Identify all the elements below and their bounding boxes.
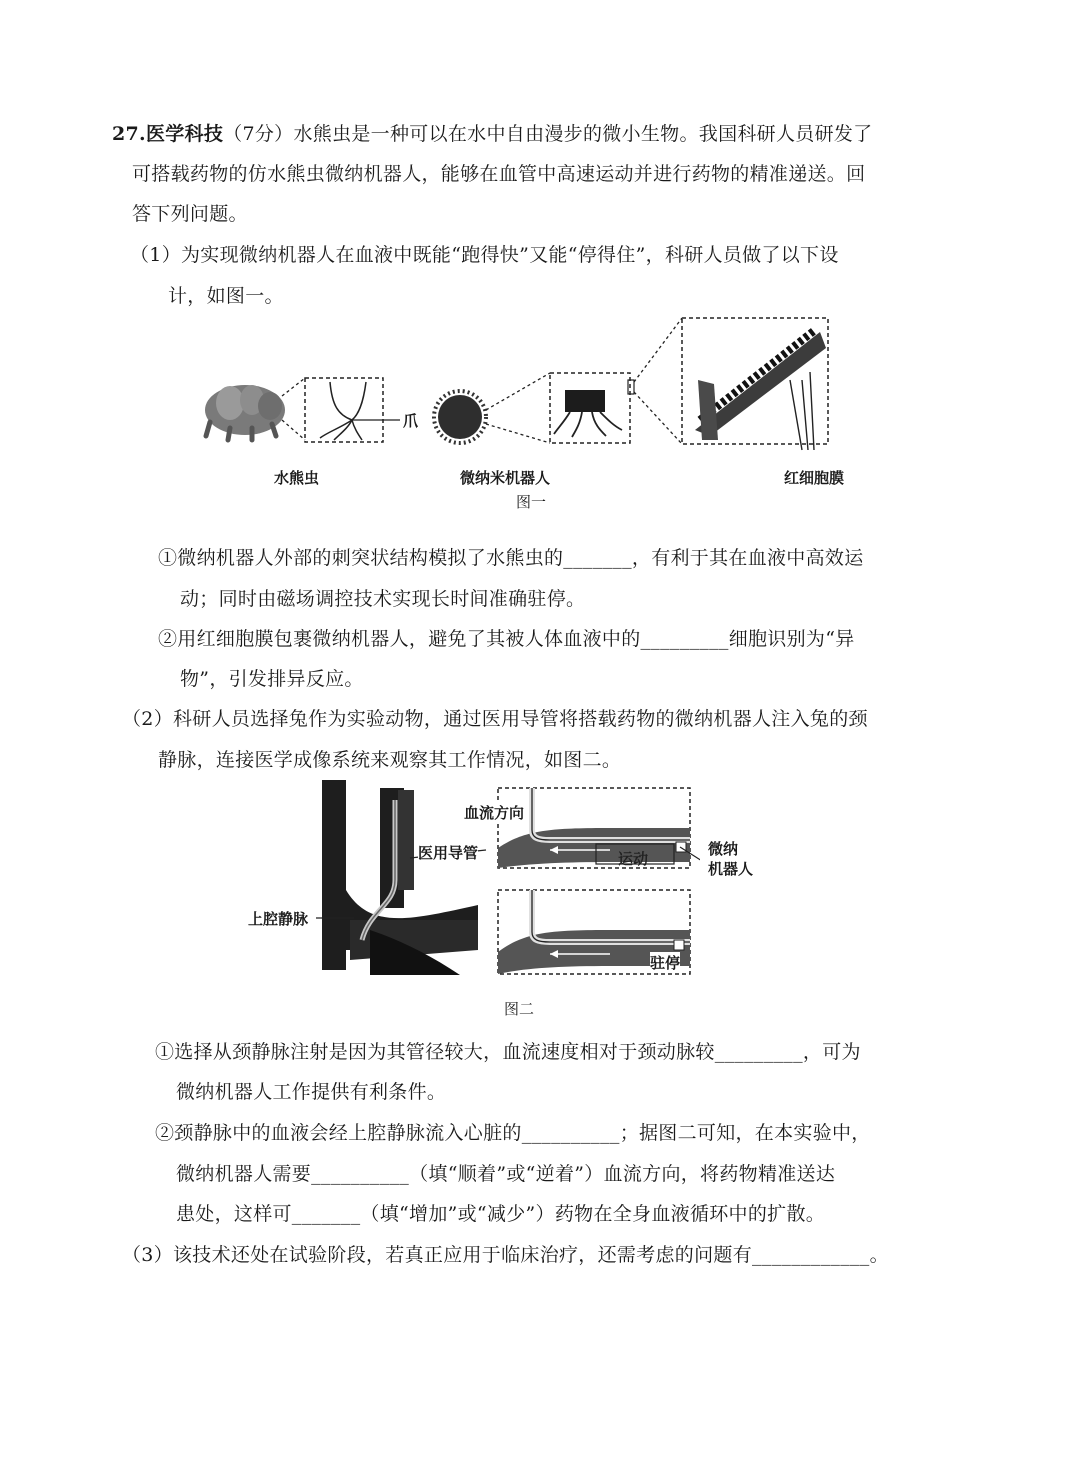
fig1-label-waterbear: 水熊虫 — [274, 469, 320, 487]
question-header — [112, 122, 872, 146]
spike-icon — [554, 390, 622, 437]
figure1-diagram — [190, 310, 850, 480]
part2-line1: （2）科研人员选择兔作为实验动物，通过医用导管将搭载药物的微纳机器人注入兔的颈 — [122, 708, 868, 730]
question-intro-line3: 答下列问题。 — [132, 203, 248, 225]
fig2-label-flow: 血流方向 — [464, 804, 525, 822]
fig1-label-claw: 爪 — [403, 412, 419, 430]
fig2-label-catheter: 医用导管 — [418, 844, 479, 862]
part2-line2: 静脉，连接医学成像系统来观察其工作情况，如图二。 — [158, 749, 622, 771]
fig2-label-svc: 上腔静脉 — [248, 910, 309, 928]
fig1-caption: 图一 — [516, 493, 547, 511]
part1-line2: 计，如图一。 — [168, 285, 284, 307]
part2-q2-line1: ②颈静脉中的血液会经上腔静脉流入心脏的__________；据图二可知，在本实验中， — [155, 1122, 871, 1144]
question-intro-line1: 水熊虫是一种可以在水中自由漫步的微小生物。我国科研人员研发了 — [293, 123, 873, 145]
part1-q2-line2: 物”，引发排异反应。 — [180, 668, 364, 690]
question-topic: 医学科技 — [145, 123, 224, 145]
fig2-label-move: 运动 — [618, 850, 649, 868]
question-number: 27. — [112, 123, 146, 145]
part2-q2-line2: 微纳机器人需要__________（填“顺着”或“逆着”）血流方向，将药物精准送达 — [176, 1163, 836, 1185]
question-intro-line2: 可搭载药物的仿水熊虫微纳机器人，能够在血管中高速运动并进行药物的精准递送。回 — [132, 163, 866, 185]
fig2-label-stop: 驻停 — [650, 954, 681, 972]
part2-q1-line2: 微纳机器人工作提供有利条件。 — [176, 1081, 447, 1103]
part1-q2-line1: ②用红细胞膜包裹微纳机器人，避免了其被人体血液中的_________细胞识别为“异 — [158, 628, 855, 650]
claw-icon — [320, 382, 366, 440]
fig2-label-robot-b: 机器人 — [708, 860, 754, 878]
fig1-label-robot: 微纳米机器人 — [460, 469, 551, 487]
fig2-caption: 图二 — [504, 1000, 535, 1018]
robot-icon — [434, 391, 486, 443]
fig2-label-robot-a: 微纳 — [708, 840, 739, 858]
part1-q1-line2: 动；同时由磁场调控技术实现长时间准确驻停。 — [180, 588, 586, 610]
part2-q1-line1: ①选择从颈静脉注射是因为其管径较大，血流速度相对于颈动脉较_________，可为 — [155, 1041, 861, 1063]
vein-icon — [322, 780, 478, 975]
part3-line1: （3）该技术还处在试验阶段，若真正应用于临床治疗，还需考虑的问题有____________。 — [122, 1244, 889, 1266]
question-score: （7分） — [223, 123, 294, 145]
fig1-label-membrane: 红细胞膜 — [784, 469, 845, 487]
part2-q2-line3: 患处，这样可_______（填“增加”或“减少”）药物在全身血液循环中的扩散。 — [176, 1203, 826, 1225]
part1-q1-line1: ①微纳机器人外部的刺突状结构模拟了水熊虫的_______，有利于其在血液中高效运 — [158, 547, 864, 569]
part1-line1: （1）为实现微纳机器人在血液中既能“跑得快”又能“停得住”，科研人员做了以下设 — [130, 244, 839, 266]
waterbear-icon — [205, 385, 285, 440]
